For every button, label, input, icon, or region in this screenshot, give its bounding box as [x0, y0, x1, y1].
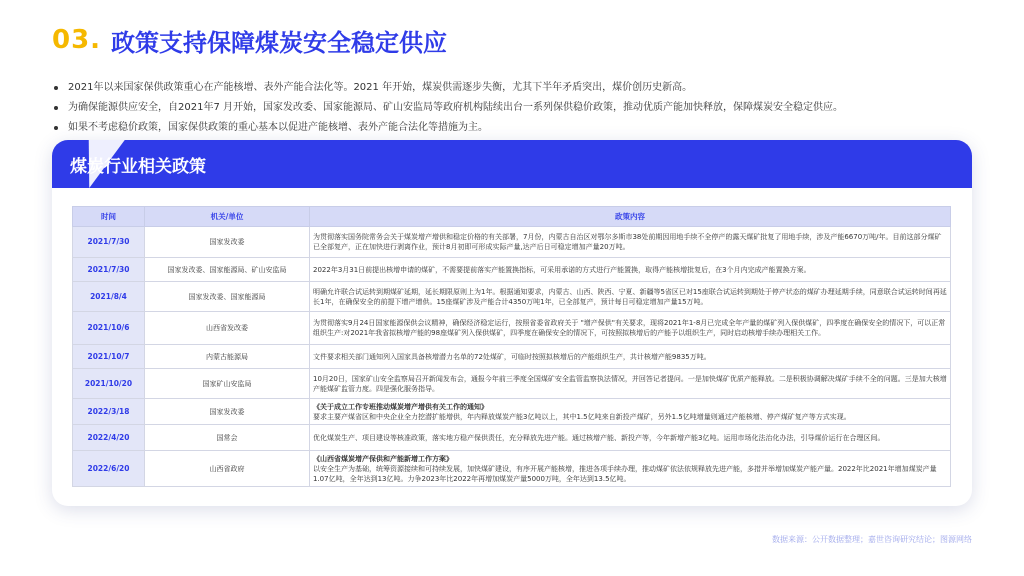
content-text: 要求主要产煤省区和中央企业全力挖潜扩能增供，年内释放煤炭产能3亿吨以上，其中1.5亿吨来自新投产煤矿，另外1.5亿吨增量则通过产能核增、停产煤矿复产等方式实现。: [313, 412, 851, 421]
table-row: [73, 425, 951, 451]
column-header-date: 时间: [73, 207, 145, 227]
bullet-item: [52, 118, 992, 138]
policy-card: [52, 140, 972, 506]
bullet-text: 为确保能源供应安全，自2021年7 月开始，国家发改委、国家能源局、矿山安监局等政府机构陆续出台一系列保供稳价政策，推动优质产能加快释放，保障煤炭安全稳定供应。: [68, 102, 843, 113]
cell-date: 2021/10/7: [73, 345, 145, 369]
cell-date: 2021/10/20: [73, 369, 145, 399]
card-header: [52, 140, 972, 188]
cell-org: 国家矿山安监局: [145, 369, 310, 399]
cell-org: 国家发改委、国家能源局: [145, 282, 310, 312]
cell-date: 2022/3/18: [73, 399, 145, 425]
cell-date: 2021/8/4: [73, 282, 145, 312]
column-header-content: 政策内容: [310, 207, 951, 227]
table-header-row: [73, 207, 951, 227]
cell-content: [310, 451, 951, 487]
card-title: 煤炭行业相关政策: [70, 157, 206, 177]
page-title: [52, 20, 447, 60]
cell-content: 明确允许联合试运转到期煤矿延期，延长期限原则上为1年。根据通知要求，内蒙古、山西、陕西、宁夏、新疆等5省区已对15座联合试运转到期处于停产状态的煤矿办理延期手续，同意联合试运转时间再延长1年，在确保安全的前提下增产增供。15座煤矿涉及产能合计4350万吨1年，已全部复产，预计每日可稳定增加产量15万吨。: [310, 282, 951, 312]
table-row: [73, 312, 951, 345]
cell-org: 国常会: [145, 425, 310, 451]
cell-org: 国家发改委: [145, 227, 310, 258]
cell-content: 10月20日，国家矿山安全监察局召开新闻发布会，通报今年前三季度全国煤矿安全监管监察执法情况，并回答记者提问。一是加快煤矿优质产能释放。二是积极协调解决煤矿手续不全的问题。三是加大核增产能煤矿监管力度。四是强化服务指导。: [310, 369, 951, 399]
cell-content: 为贯彻落实9月24日国家能源保供会议精神，确保经济稳定运行，按照省委省政府关于 "增产保供"有关要求，现将2021年1-8月已完成全年产量的煤矿列入保供煤矿，四季度在确保安全的情况下，可以正常组织生产:对2021年我省拟核增产能的98座煤矿列入保供煤矿，四季度在确保安全的情况下，可按照拟核增后的产能予以组织生产，同时启动核增手续办理相关工作。: [310, 312, 951, 345]
section-number: 03.: [52, 25, 102, 55]
table-row: [73, 282, 951, 312]
cell-content: 为贯彻落实国务院常务会关于煤炭增产增供和稳定价格的有关部署，7月份，内蒙古自治区对鄂尔多斯市38处前期因用地手续不全停产的露天煤矿批复了用地手续，涉及产能6670万吨/年。目前这部分煤矿已全部复产，正在加快进行剥离作业，预计8月初即可形成实际产量,达产后日可稳定增加产量20万吨。: [310, 227, 951, 258]
cell-date: 2021/7/30: [73, 258, 145, 282]
cell-org: 国家发改委、国家能源局、矿山安监局: [145, 258, 310, 282]
cell-org: 国家发改委: [145, 399, 310, 425]
table-row: [73, 258, 951, 282]
cell-content: 2022年3月31日前提出核增申请的煤矿，不需要提前落实产能置换指标，可采用承诺的方式进行产能置换，取得产能核增批复后，在3个月内完成产能置换方案。: [310, 258, 951, 282]
cell-org: 山西省发改委: [145, 312, 310, 345]
content-text: 以安全生产为基础，统筹资源接续和可持续发展，加快煤矿建设，有序开展产能核增，推进各项手续办理，推动煤矿依法依规释放先进产能，多措并举增加煤炭产能产量。2022年比2021年增加煤炭产量1.07亿吨，全年达到13亿吨。力争2023年比2022年再增加煤炭产量5000万吨，全年达到13.5亿吨。: [313, 464, 937, 483]
section-title: 政策支持保障煤炭安全稳定供应: [111, 28, 448, 57]
column-header-org: 机关/单位: [145, 207, 310, 227]
table-row: [73, 451, 951, 487]
bullet-dot-icon: [54, 86, 58, 90]
table-row: [73, 369, 951, 399]
document-title: 《关于成立工作专班推动煤炭增产增供有关工作的通知》: [313, 402, 488, 411]
document-title: 《山西省煤炭增产保供和产能新增工作方案》: [313, 454, 453, 463]
table-row: [73, 399, 951, 425]
cell-date: 2022/4/20: [73, 425, 145, 451]
table-row: [73, 345, 951, 369]
table-row: [73, 227, 951, 258]
bullet-dot-icon: [54, 106, 58, 110]
cell-org: 山西省政府: [145, 451, 310, 487]
cell-date: 2021/7/30: [73, 227, 145, 258]
bullet-item: [52, 78, 992, 98]
cell-content: 文件要求相关部门通知列入国家具备核增潜力名单的72处煤矿，可临时按照拟核增后的产能组织生产，共计核增产能9835万吨。: [310, 345, 951, 369]
data-source-note: 数据来源：公开数据整理；嘉世咨询研究结论；图源网络: [772, 535, 972, 544]
bullet-dot-icon: [54, 126, 58, 130]
bullet-text: 2021年以来国家保供政策重心在产能核增、表外产能合法化等。2021 年开始，煤炭供需逐步失衡，尤其下半年矛盾突出，煤价创历史新高。: [68, 82, 693, 93]
policy-table: [72, 206, 951, 487]
cell-date: 2021/10/6: [73, 312, 145, 345]
cell-org: 内蒙古能源局: [145, 345, 310, 369]
cell-content: [310, 399, 951, 425]
cell-date: 2022/6/20: [73, 451, 145, 487]
bullet-text: 如果不考虑稳价政策，国家保供政策的重心基本以促进产能核增、表外产能合法化等措施为主。: [68, 122, 488, 133]
bullet-item: [52, 98, 992, 118]
cell-content: 优化煤炭生产、项目建设等核准政策，落实地方稳产保供责任，充分释放先进产能。通过核增产能、新投产等，今年新增产能3亿吨。运用市场化法治化办法，引导煤价运行在合理区间。: [310, 425, 951, 451]
summary-bullets: [52, 78, 992, 138]
